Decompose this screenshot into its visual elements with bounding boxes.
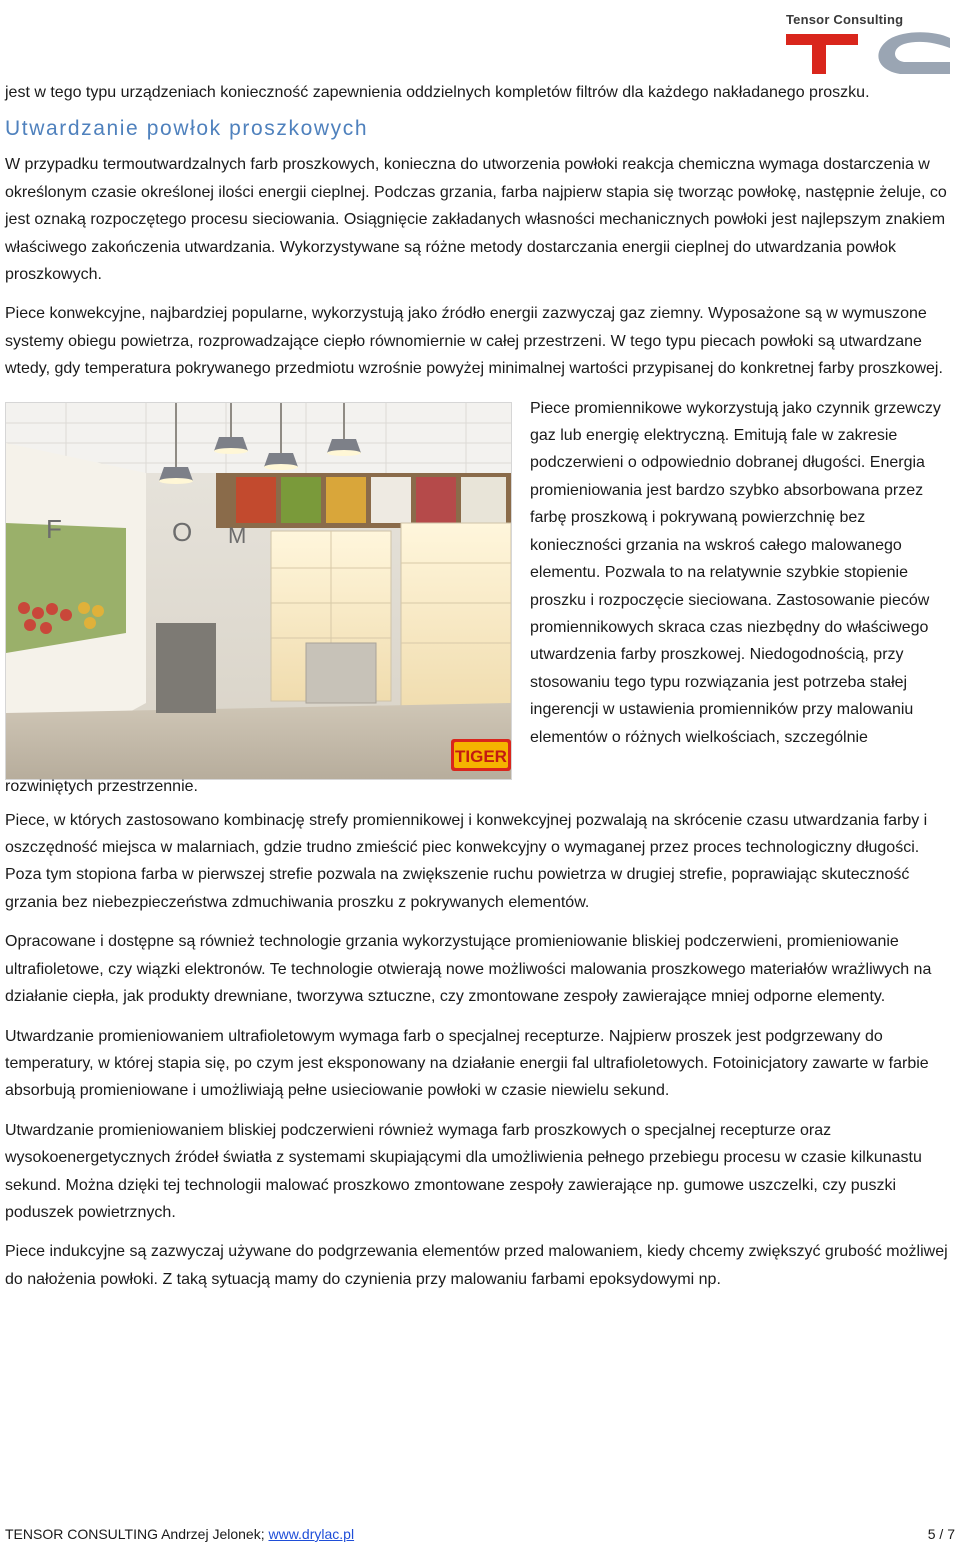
paragraph-technologies: Opracowane i dostępne są również technologie grzania wykorzystujące promieniowanie bliskiej podczerwieni, promieniowanie ultrafioletowe, czy wiązki elektronów. Te technologie otwierają nowe możliwości malowania proszkowego materiałów wrażliwych na działanie ciepła, jak produkty drewniane, tworzywa sztuczne, czy zmontowane zespoły zawierające mniej odporne elementy.	[5, 933, 932, 1006]
logo-text: Tensor Consulting	[786, 12, 904, 27]
paragraph-uv: Utwardzanie promieniowaniem ultrafioletowym wymaga farb o specjalnej recepturze. Najpierw proszek jest podgrzewany do temperatury, w której stapia się, po czym jest eksponowany na działanie energii fal ultrafioletowych. Fotoinicjatory zawarte w farbie absorbują promieniowane i umożliwiają pełne usieciowanie powłoki w czasie niewielu sekund.	[5, 1027, 929, 1100]
company-logo	[784, 6, 954, 76]
photo-letter-m: M	[228, 522, 247, 548]
paragraph-convection: Piece konwekcyjne, najbardziej popularne, wykorzystują jako źródło energii zazwyczaj gaz ziemny. Wyposażone są w wymuszone systemy obiegu powietrza, rozprowadzające ciepło równomiernie w całej przestrzeni. W tego typu piecach powłoki są utwardzane wtedy, gdy temperatura pokrywanego przedmiotu wzrośnie powyżej minimalnej wartości przypisanej do konkretnej farby proszkowej.	[5, 305, 943, 378]
tiger-logo-text: TIGER	[455, 746, 507, 766]
photo-letter-o: O	[172, 516, 193, 547]
figure-section	[5, 395, 950, 795]
tiger-logo-icon	[450, 738, 512, 772]
photo-letter-f: F	[46, 513, 62, 544]
paragraph-radiant: Piece promiennikowe wykorzystują jako czynnik grzewczy gaz lub energię elektryczną. Emitują fale w zakresie podczerwieni o odpowiednio dobranej długości. Energia promieniowania jest bardzo szybko absorbowana przez farbę proszkową i pokrywaną powierzchnię bez konieczności grzania na wskroś całego malowanego elementu. Pozwala to na relatywnie szybkie stopienie proszku i rozpoczęcie sieciowana. Zastosowanie pieców promiennikowych skraca czas niezbędny do właściwego utwardzenia farby proszkowej. Niedogodnością, przy stosowaniu tego typu rozwiązania jest potrzeba stałej ingerencji w ustawienia promienników przy malowaniu elementów o różnych wielkościach, szczególnie	[530, 399, 941, 746]
paragraph-combined: Piece, w których zastosowano kombinację strefy promiennikowej i konwekcyjnej pozwalają na skrócenie czasu utwardzania farby i oszczędność miejsca w malarniach, gdzie trudno zmieścić piec konwekcyjny o wymaganej przez proces technologiczny długości. Poza tym stopiona farba w pierwszej strefie pozwala na zwiększenie ruchu powietrza w drugiej strefie, poprawiając skuteczność grzania bez niebezpieczeństwa zdmuchiwania proszku z pokrywanych elementów.	[5, 811, 928, 911]
tc-logo-icon	[784, 28, 952, 76]
paragraph-nir: Utwardzanie promieniowaniem bliskiej podczerwieni również wymaga farb proszkowych o specjalnej recepturze oraz wysokoenergetycznych źródeł światła z systemami skupiającymi dla umożliwienia pełnego przebiegu procesu w czasie kilkunastu sekund. Można dzięki tej technologii malować proszkowo zmontowane zespoły zawierające np. gumowe uszczelki, czy puszki poduszek powietrznych.	[5, 1121, 922, 1221]
footer-link[interactable]: www.drylac.pl	[268, 1526, 355, 1542]
paragraph-continuation: jest w tego typu urządzeniach konieczność zapewnienia oddzielnych kompletów filtrów dla każdego nakładanego proszku.	[5, 84, 870, 101]
showroom-photo	[5, 402, 512, 780]
showroom-illustration	[6, 403, 511, 779]
paragraph-thermosetting: W przypadku termoutwardzalnych farb proszkowych, konieczna do utworzenia powłoki reakcja chemiczna wymaga dostarczenia w określonym czasie określonej ilości energii cieplnej. Podczas grzania, farba najpierw stapia się tworząc powłokę, następnie żeluje, co jest oznaką rozpoczętego procesu sieciowania. Osiągnięcie zakładanych własności mechanicznych powłoki jest najlepszym znakiem właściwego zakończenia utwardzania. Wykorzystywane są różne metody dostarczania energii cieplnej do utwardzania powłok proszkowych.	[5, 156, 947, 284]
section-heading: Utwardzanie powłok proszkowych	[5, 117, 369, 141]
tiger-logo	[450, 738, 512, 772]
paragraph-radiant-end: rozwiniętych przestrzennie.	[5, 777, 198, 795]
footer-company: TENSOR CONSULTING Andrzej Jelonek;	[5, 1526, 269, 1542]
document-body	[5, 79, 950, 1305]
page-footer	[5, 1525, 955, 1543]
paragraph-induction: Piece indukcyjne są zazwyczaj używane do podgrzewania elementów przed malowaniem, kiedy chcemy zwiększyć grubość możliwej do nałożenia powłoki. Z taką sytuacją mamy do czynienia przy malowaniu farbami epoksydowymi np.	[5, 1243, 948, 1288]
page-number: 5 / 7	[927, 1526, 955, 1542]
